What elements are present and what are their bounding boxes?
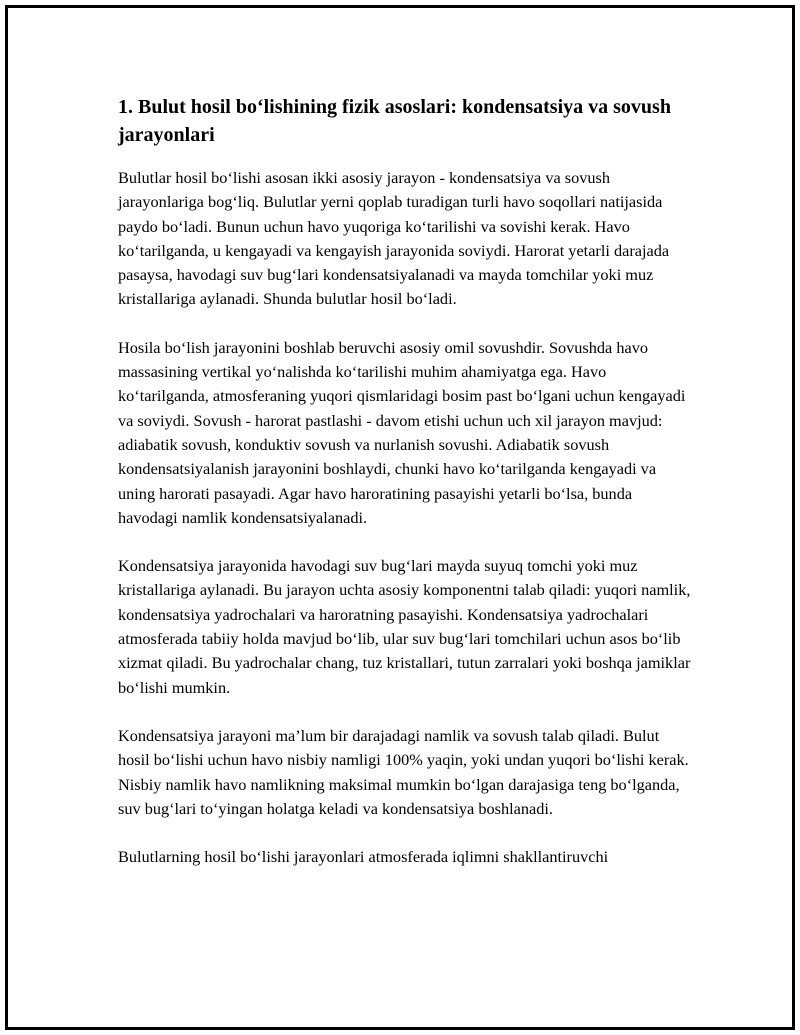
paragraph-4: Kondensatsiya jarayoni ma’lum bir darajadagi namlik va sovush talab qiladi. Bulut hosil bo‘lishi uchun havo nisbiy namligi 100% yaqin, yoki undan yuqori bo‘lishi kerak. Nisbiy namlik havo namlikning maksimal mumkin bo‘lgan darajasiga teng bo‘lganda, suv bug‘lari to‘yingan holatga keladi va kondensatsiya boshlanadi. — [118, 725, 689, 818]
document-body — [118, 93, 693, 893]
paragraph-5: Bulutlarning hosil bo‘lishi jarayonlari atmosferada iqlimni shakllantiruvchi — [118, 847, 609, 867]
paragraph-3: Kondensatsiya jarayonida havodagi suv bug‘lari mayda suyuq tomchi yoki muz kristallariga aylanadi. Bu jarayon uchta asosiy komponentni talab qiladi: yuqori namlik, kondensatsiya yadrochalari va haroratning pasayishi. Kondensatsiya yadrochalari atmosferada tabiiy holda mavjud bo‘lib, ular suv bug‘lari tomchilari uchun asos bo‘lib xizmat qiladi. Bu yadrochalar chang, tuz kristallari, tutun zarralari yoki boshqa jamiklar bo‘lishi mumkin. — [118, 556, 691, 697]
paragraph-1: Bulutlar hosil bo‘lishi asosan ikki asosiy jarayon - kondensatsiya va sovush jarayonlariga bog‘liq. Bulutlar yerni qoplab turadigan turli havo soqollari natijasida paydo bo‘ladi. Bunun uchun havo yuqoriga ko‘tarilishi va sovishi kerak. Havo ko‘tarilganda, u kengayadi va kengayish jarayonida soviydi. Harorat yetarli darajada pasaysa, havodagi suv bug‘lari kondensatsiyalanadi va mayda tomchilar yoki muz kristallariga aylanadi. Shunda bulutlar hosil bo‘ladi. — [118, 168, 670, 309]
paragraph-2: Hosila bo‘lish jarayonini boshlab beruvchi asosiy omil sovushdir. Sovushda havo massasining vertikal yo‘nalishda ko‘tarilishi muhim ahamiyatga ega. Havo ko‘tarilganda, atmosferaning yuqori qismlaridagi bosim past bo‘lgani uchun kengayadi va soviydi. Sovush - harorat pastlashi - davom etishi uchun uch xil jarayon mavjud: adiabatik sovush, konduktiv sovush va nurlanish sovushi. Adiabatik sovush kondensatsiyalanish jarayonini boshlaydi, chunki havo ko‘tarilganda kengayadi va uning harorati pasayadi. Agar havo haroratining pasayishi yetarli bo‘lsa, bunda havodagi namlik kondensatsiyalanadi. — [118, 337, 686, 527]
section-heading: 1. Bulut hosil bo‘lishining fizik asoslari: kondensatsiya va sovush jarayonlari — [118, 96, 671, 146]
